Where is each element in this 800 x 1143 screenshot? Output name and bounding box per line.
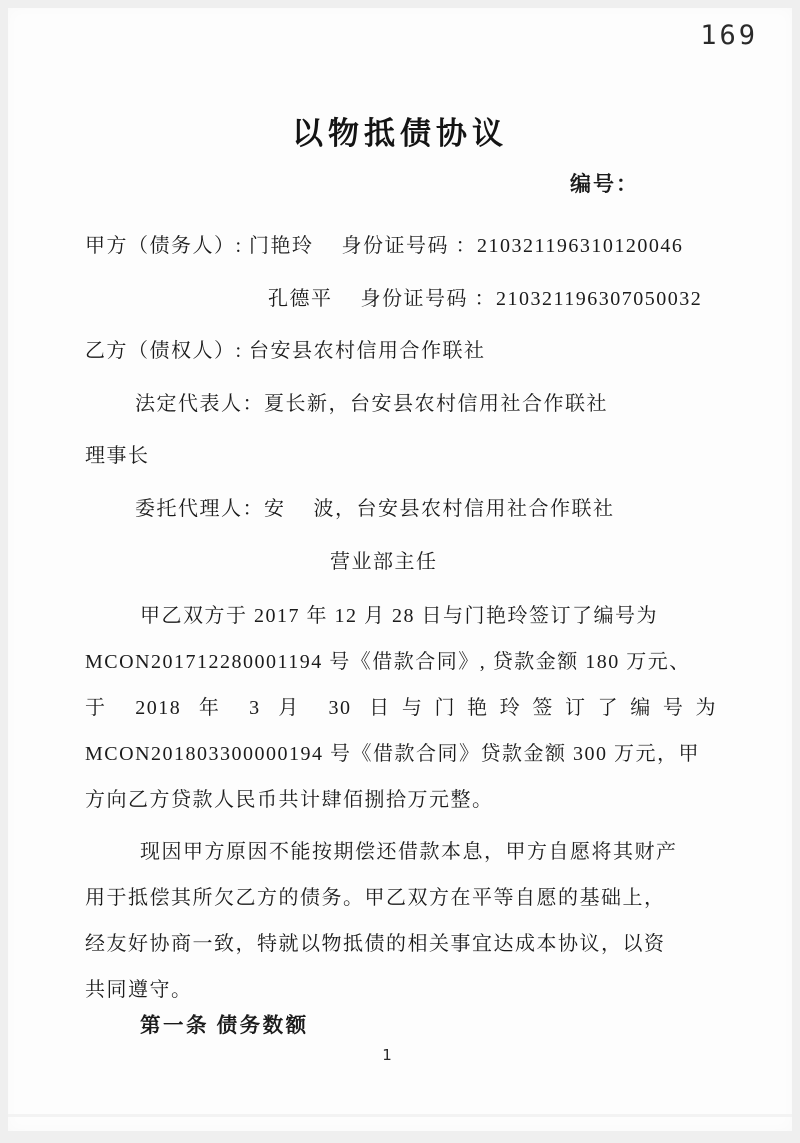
paragraph1-line-1: 甲乙双方于 2017 年 12 月 28 日与门艳玲签订了编号为 — [140, 605, 658, 627]
footer-page-number: 1 — [382, 1046, 392, 1064]
document-number-label: 编号： — [570, 172, 639, 196]
paragraph2-line-2: 用于抵偿其所欠乙方的债务。甲乙双方在平等自愿的基础上， — [85, 887, 666, 909]
agreement-purpose-paragraph — [85, 829, 717, 1013]
paragraph1-line-4: MCON201803300000194 号《借款合同》贷款金额 300 万元，甲 — [85, 743, 701, 765]
entrusted-agent-line: 委托代理人：安 波，台安县农村信用社合作联社 — [135, 497, 615, 520]
paragraph1-line-5: 方向乙方贷款人民币共计肆佰捌拾万元整。 — [85, 789, 494, 811]
paragraph2-line-1: 现因甲方原因不能按期偿还借款本息，甲方自愿将其财产 — [140, 841, 678, 863]
party-a-second-debtor-line: 孔德平 身份证号码 ：210321196307050032 — [268, 287, 703, 310]
paragraph2-line-3: 经友好协商一致，特就以物抵债的相关事宜达成本协议，以资 — [85, 933, 666, 955]
parties-section — [85, 220, 725, 588]
article-1-heading: 第一条 债务数额 — [140, 1015, 309, 1037]
document-page — [8, 8, 792, 1131]
paragraph1-line-3: 于 2018 年 3 月 30 日与门艳玲签订了编号为 — [85, 697, 717, 719]
party-a-debtor-line: 甲方（债务人）: 门艳玲 身份证号码 ：210321196310120046 — [85, 235, 684, 257]
folio-number: 169 — [700, 20, 758, 51]
document-title: 以物抵债协议 — [292, 116, 508, 151]
loan-background-paragraph — [85, 593, 717, 823]
paragraph2-line-4: 共同遵守。 — [85, 979, 193, 1001]
paragraph1-line-2: MCON201712280001194 号《借款合同》, 贷款金额 180 万元、 — [85, 651, 691, 673]
party-b-creditor-line: 乙方（债权人）: 台安县农村信用合作联社 — [85, 340, 486, 363]
scan-artifact-line — [8, 1114, 792, 1117]
agent-title-line: 营业部主任 — [330, 550, 438, 573]
legal-representative-line: 法定代表人：夏长新，台安县农村信用社合作联社 — [135, 392, 608, 415]
legal-representative-title-line: 理事长 — [85, 445, 150, 468]
